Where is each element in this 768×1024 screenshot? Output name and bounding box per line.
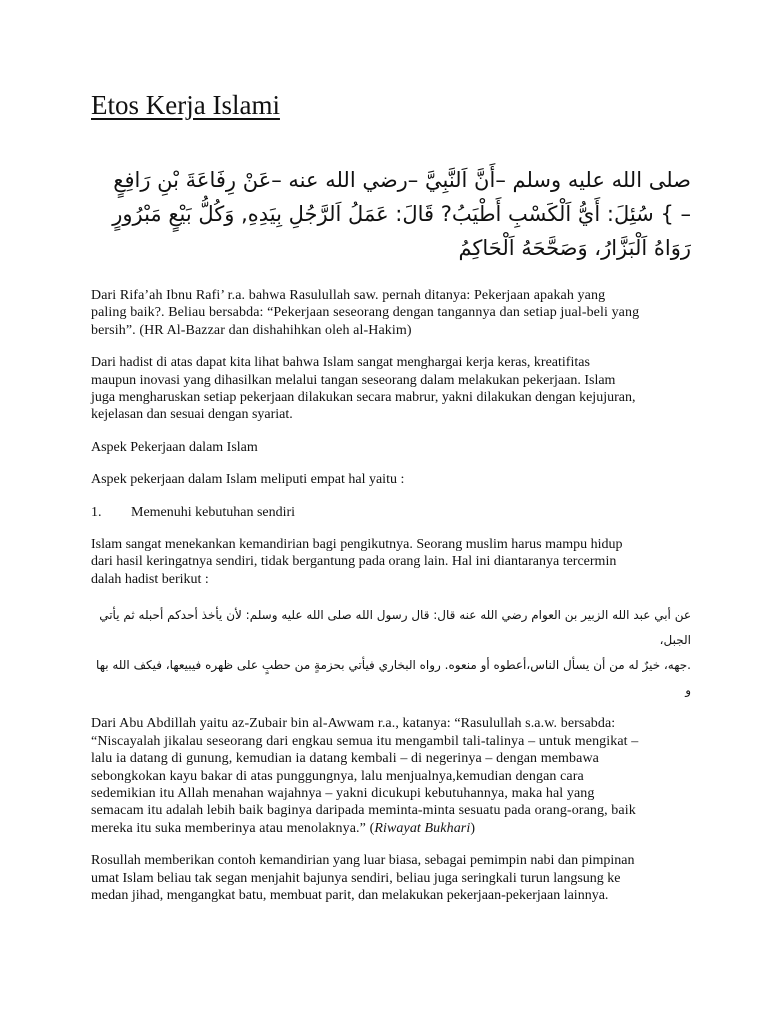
citation-source: Riwayat Bukhari xyxy=(374,820,471,836)
paragraph-kemandirian xyxy=(91,536,691,588)
text-line: umat Islam beliau tak segan menjahit bajunya sendiri, beliau juga seringkali turun langsung ke xyxy=(91,870,621,886)
list-item xyxy=(91,504,691,521)
text-line: juga mengharuskan setiap pekerjaan dilakukan secara mabrur, yakni dilakukan dengan kejujuran, xyxy=(91,390,636,406)
paragraph-example xyxy=(91,852,691,904)
document-content xyxy=(91,90,691,919)
text-line: Dari Abu Abdillah yaitu az-Zubair bin al-Awwam r.a., katanya: “Rasulullah s.a.w. bersabda: xyxy=(91,716,616,732)
text-line: ( xyxy=(365,820,375,836)
list-label: Memenuhi kebutuhan sendiri xyxy=(131,504,296,520)
text-line: sebongkokan kayu bakar di atas punggungnya, lalu menjualnya,kemudian dengan cara xyxy=(91,768,584,784)
arabic-line: عن أبي عبد الله الزبير بن العوام رضي الله عنه قال: قال رسول الله صلى الله عليه وسلم: لأن يأخذ أحدكم أحبله ثم يأتي الجبل، xyxy=(99,608,691,648)
text-line: dalah hadist berikut : xyxy=(91,571,209,587)
text-line: Islam sangat menekankan kemandirian bagi pengikutnya. Seorang muslim harus mampu hidup xyxy=(91,537,623,553)
document-title: Etos Kerja Islami xyxy=(91,90,280,120)
text-line: Dari Rifa’ah Ibnu Rafi’ r.a. bahwa Rasulullah saw. pernah ditanya: Pekerjaan apakah yang xyxy=(91,288,606,303)
text-line: dari hasil keringatnya sendiri, tidak bergantung pada orang lain. Hal ini diantaranya tercermin xyxy=(91,554,617,570)
text-line: semacam itu adalah lebih baik baginya daripada meminta-minta sesuatu pada orang-orang, baik xyxy=(91,803,636,819)
text-line: mereka itu suka memberinya atau menolaknya.” xyxy=(91,820,366,836)
arabic-line: صلى الله عليه وسلم –أَنَّ اَلنَّبِيَّ –رضي الله عنه –عَنْ رِفَاعَةَ بْنِ رَافِعٍ xyxy=(113,168,691,192)
arabic-line: رَوَاهُ اَلْبَزَّارُ، وَصَحَّحَهُ اَلْحَاكِمُ xyxy=(458,236,691,260)
arabic-line: – } سُئِلَ: أَيُّ اَلْكَسْبِ أَطْيَبُ? قَالَ: عَمَلُ اَلرَّجُلِ بِيَدِهِ, وَكُلُّ بَيْعٍ مَبْرُورٍ xyxy=(112,202,691,226)
text-line: paling baik?. Beliau bersabda: “Pekerjaan seseorang dengan tangannya dan setiap jual-beli yang xyxy=(91,305,640,321)
text-line: sedemikian itu Allah menahan wajahnya – yakni dicukupi kebutuhannya, maka hal yang xyxy=(91,785,595,801)
text-line: medan jihad, mengangkat batu, membuat parit, dan melakukan pekerjaan-pekerjaan lainnya. xyxy=(91,887,609,903)
text-line: lalu ia datang di gunung, kemudian ia datang kembali – di negerinya – dengan membawa xyxy=(91,751,599,767)
paragraph-aspek: Aspek pekerjaan dalam Islam meliputi empat hal yaitu : xyxy=(91,472,405,488)
text-line: kejelasan dan sesuai dengan syariat. xyxy=(91,407,293,423)
text-line: Dari hadist di atas dapat kita lihat bahwa Islam sangat menghargai kerja keras, kreatifitas xyxy=(91,355,590,371)
arabic-hadith-1 xyxy=(91,163,691,265)
arabic-line: .جهه، خيرٌ له من أن يسأل الناس،أعطوه أو منعوه. رواه البخاري فيأتي بحزمةٍ من حطبٍ على ظهره فيبيعها، فيكف الله بها و xyxy=(96,658,691,698)
text-line: “Niscayalah jikalau seseorang dari engkau semua itu mengambil tali-talinya – untuk mengikat – xyxy=(91,733,639,749)
section-heading: Aspek Pekerjaan dalam Islam xyxy=(91,439,258,455)
text-line: bersih”. xyxy=(91,322,136,338)
text-line: maupun inovasi yang dihasilkan melalui tangan seseorang dalam melakukan pekerjaan. Islam xyxy=(91,372,616,388)
text-line: (HR Al-Bazzar dan dishahihkan oleh al-Hakim) xyxy=(135,322,412,338)
list-number: 1. xyxy=(91,504,102,520)
text-line: ) xyxy=(470,820,476,836)
arabic-hadith-2 xyxy=(91,603,691,703)
paragraph-explanation xyxy=(91,354,691,424)
paragraph-translation xyxy=(91,287,691,339)
text-line: Rosullah memberikan contoh kemandirian yang luar biasa, sebagai pemimpin nabi dan pimpinan xyxy=(91,853,635,869)
paragraph-hadith-translation xyxy=(91,715,691,837)
